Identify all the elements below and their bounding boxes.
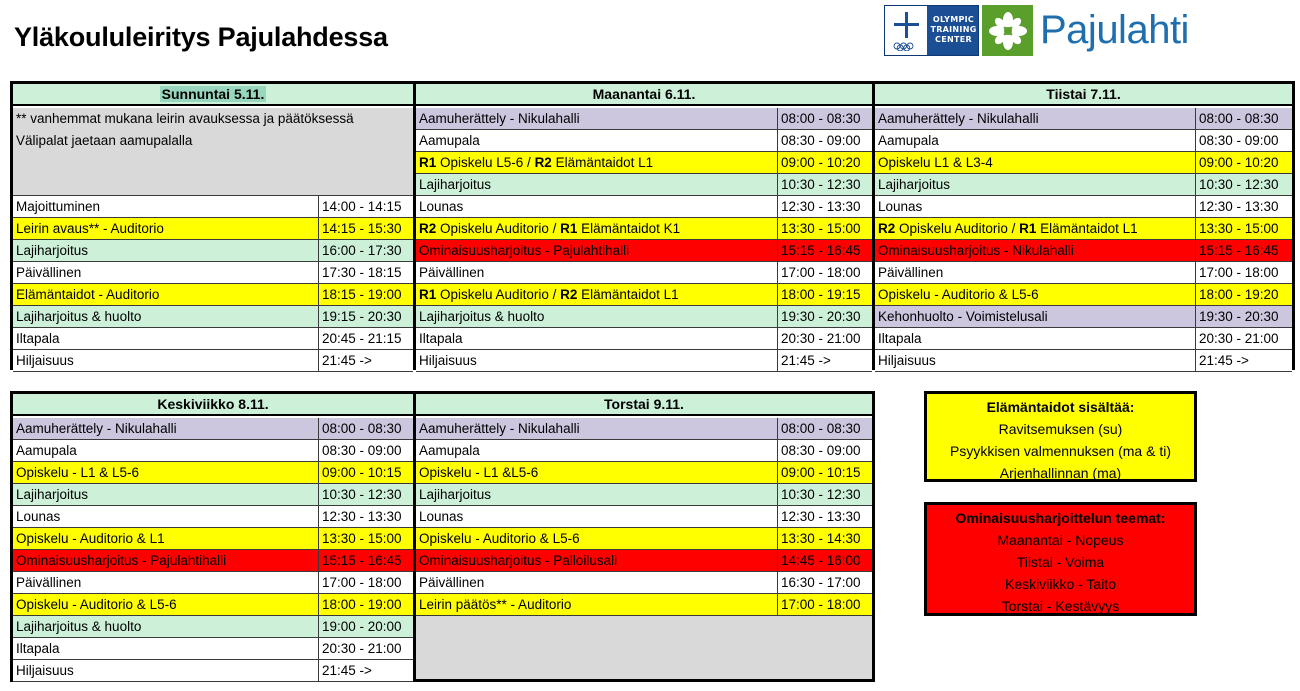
schedule-monday <box>413 81 875 370</box>
activity-cell: Lajiharjoitus <box>875 174 1196 195</box>
time-cell: 18:00 - 19:15 <box>781 287 861 302</box>
schedule-row <box>13 616 413 638</box>
info-box-item: Keskiviikko - Taito <box>1004 576 1116 592</box>
empty-area <box>416 616 872 679</box>
schedule-row <box>416 572 872 594</box>
note-text: ** vanhemmat mukana leirin avauksessa ja päätöksessä <box>16 111 354 126</box>
activity-cell: Aamupala <box>416 440 778 461</box>
schedule-row <box>875 328 1292 350</box>
training-themes-info-box <box>924 502 1197 616</box>
schedule-row <box>416 440 872 462</box>
activity-cell <box>416 152 778 173</box>
schedule-row <box>13 196 413 218</box>
time-cell: 09:00 - 10:15 <box>781 465 861 480</box>
time-cell: 17:00 - 18:00 <box>781 265 861 280</box>
activity-cell: Aamupala <box>875 130 1196 151</box>
schedule-row <box>13 306 413 328</box>
schedule-row <box>13 440 413 462</box>
activity-text: Opiskelu Auditorio / <box>436 287 561 302</box>
activity-cell: Majoittuminen <box>13 196 319 217</box>
time-cell: 14:45 - 16:00 <box>781 553 861 568</box>
time-cell: 09:00 - 10:15 <box>322 465 402 480</box>
time-cell: 09:00 - 10:20 <box>781 155 861 170</box>
time-cell: 08:00 - 08:30 <box>1199 111 1279 126</box>
group-label: R1 <box>1019 221 1037 236</box>
schedule-row <box>13 328 413 350</box>
activity-cell: Päivällinen <box>416 262 778 283</box>
activity-cell: Hiljaisuus <box>416 350 778 371</box>
time-cell: 10:30 - 12:30 <box>781 487 861 502</box>
schedule-row <box>13 528 413 550</box>
time-cell: 15:15 - 16:45 <box>1199 243 1279 258</box>
schedule-row <box>13 484 413 506</box>
time-cell: 21:45 -> <box>322 663 372 678</box>
pajulahti-logo-text: Pajulahti <box>1040 8 1189 52</box>
activity-cell: Lounas <box>875 196 1196 217</box>
activity-cell: Iltapala <box>416 328 778 349</box>
time-cell: 10:30 - 12:30 <box>322 487 402 502</box>
time-cell: 19:00 - 20:00 <box>322 619 402 634</box>
schedule-row <box>875 108 1292 130</box>
schedule-row <box>13 462 413 484</box>
time-cell: 12:30 - 13:30 <box>781 509 861 524</box>
activity-cell: Lajiharjoitus <box>13 240 319 261</box>
olympic-rings-icon <box>892 42 924 51</box>
schedule-row <box>416 550 872 572</box>
schedule-thursday <box>413 391 875 682</box>
activity-cell: Ominaisuusharjoitus - Pajulahtihalli <box>13 550 319 571</box>
schedule-row <box>13 638 413 660</box>
schedule-tuesday <box>872 81 1295 370</box>
day-header: Keskiviikko 8.11. <box>13 394 413 416</box>
time-cell: 13:30 - 15:00 <box>781 221 861 236</box>
pajulahti-flower-icon <box>982 5 1033 56</box>
activity-cell: Opiskelu - Auditorio & L5-6 <box>875 284 1196 305</box>
activity-cell: Aamupala <box>416 130 778 151</box>
schedule-row <box>875 130 1292 152</box>
time-cell: 17:00 - 18:00 <box>781 597 861 612</box>
schedule-row <box>13 660 413 682</box>
schedule-row <box>416 418 872 440</box>
activity-cell: Lajiharjoitus & huolto <box>13 306 319 327</box>
schedule-row <box>416 484 872 506</box>
time-cell: 17:00 - 18:00 <box>322 575 402 590</box>
activity-cell: Iltapala <box>13 328 319 349</box>
activity-text: Opiskelu Auditorio / <box>895 221 1020 236</box>
schedule-row <box>875 218 1292 240</box>
group-label: R2 <box>534 155 552 170</box>
page-title: Yläkoululeiritys Pajulahdessa <box>14 22 388 52</box>
time-cell: 15:15 - 16:45 <box>781 243 861 258</box>
activity-cell: Päivällinen <box>13 572 319 593</box>
activity-cell <box>416 284 778 305</box>
activity-cell: Leirin päätös** - Auditorio <box>416 594 778 615</box>
schedule-row <box>13 284 413 306</box>
activity-cell: Aamuherättely - Nikulahalli <box>875 108 1196 129</box>
schedule-row <box>416 528 872 550</box>
activity-cell: Opiskelu - Auditorio & L5-6 <box>416 528 778 549</box>
activity-text: Opiskelu Auditorio / <box>436 221 561 236</box>
schedule-sunday <box>10 81 416 370</box>
schedule-row <box>416 218 872 240</box>
activity-cell: Iltapala <box>875 328 1196 349</box>
schedule-row <box>416 108 872 130</box>
day-header: Sunnuntai 5.11. <box>13 84 413 106</box>
time-cell: 15:15 - 16:45 <box>322 553 402 568</box>
schedule-row <box>875 306 1292 328</box>
time-cell: 16:00 - 17:30 <box>322 243 402 258</box>
info-box-item: Tiistai - Voima <box>1016 554 1105 570</box>
group-label: R2 <box>419 221 437 236</box>
logo-text-line: CENTER <box>935 35 972 44</box>
info-box-title: Ominaisuusharjoittelun teemat: <box>955 510 1166 526</box>
time-cell: 08:00 - 08:30 <box>781 111 861 126</box>
time-cell: 20:30 - 21:00 <box>1199 331 1279 346</box>
activity-cell: Ominaisuusharjoitus - Pajulahtihalli <box>416 240 778 261</box>
time-cell: 13:30 - 15:00 <box>322 531 402 546</box>
time-cell: 17:30 - 18:15 <box>322 265 402 280</box>
group-label: R1 <box>560 221 578 236</box>
schedule-row <box>13 506 413 528</box>
olympic-training-center-logo <box>884 5 979 56</box>
activity-cell: Lajiharjoitus <box>13 484 319 505</box>
time-cell: 14:00 - 14:15 <box>322 199 402 214</box>
time-cell: 21:45 -> <box>1199 353 1249 368</box>
day-header: Maanantai 6.11. <box>416 84 872 106</box>
time-cell: 19:30 - 20:30 <box>781 309 861 324</box>
time-cell: 12:30 - 13:30 <box>781 199 861 214</box>
time-cell: 08:30 - 09:00 <box>781 133 861 148</box>
schedule-row <box>416 462 872 484</box>
activity-cell <box>875 218 1196 239</box>
group-label: R2 <box>560 287 578 302</box>
schedule-wednesday <box>10 391 416 682</box>
schedule-row <box>13 550 413 572</box>
day-header: Torstai 9.11. <box>416 394 872 416</box>
schedule-row <box>875 262 1292 284</box>
time-cell: 20:45 - 21:15 <box>322 331 402 346</box>
activity-text: Elämäntaidot L1 <box>577 287 679 302</box>
activity-cell: Opiskelu - Auditorio & L1 <box>13 528 319 549</box>
activity-cell: Elämäntaidot - Auditorio <box>13 284 319 305</box>
activity-cell: Päivällinen <box>875 262 1196 283</box>
schedule-row <box>875 152 1292 174</box>
life-skills-info-box <box>924 391 1197 482</box>
activity-cell: Päivällinen <box>416 572 778 593</box>
activity-cell: Opiskelu - Auditorio & L5-6 <box>13 594 319 615</box>
time-cell: 13:30 - 14:30 <box>781 531 861 546</box>
activity-cell: Lounas <box>13 506 319 527</box>
activity-cell: Lajiharjoitus <box>416 174 778 195</box>
notes-cell <box>13 108 413 196</box>
activity-cell: Lounas <box>416 196 778 217</box>
time-cell: 17:00 - 18:00 <box>1199 265 1279 280</box>
activity-cell: Aamupala <box>13 440 319 461</box>
schedule-row <box>13 262 413 284</box>
schedule-row <box>875 350 1292 372</box>
time-cell: 08:30 - 09:00 <box>322 443 402 458</box>
activity-cell: Aamuherättely - Nikulahalli <box>416 418 778 439</box>
group-label: R2 <box>878 221 896 236</box>
activity-cell: Opiskelu L1 & L3-4 <box>875 152 1196 173</box>
schedule-row <box>416 328 872 350</box>
activity-cell: Lajiharjoitus & huolto <box>13 616 319 637</box>
time-cell: 13:30 - 15:00 <box>1199 221 1279 236</box>
schedule-row <box>13 594 413 616</box>
activity-cell: Opiskelu - L1 & L5-6 <box>13 462 319 483</box>
schedule-row <box>416 284 872 306</box>
olympic-cross-icon <box>885 6 929 55</box>
time-cell: 12:30 - 13:30 <box>1199 199 1279 214</box>
schedule-row <box>416 506 872 528</box>
activity-cell: Hiljaisuus <box>875 350 1196 371</box>
schedule-row <box>875 284 1292 306</box>
time-cell: 12:30 - 13:30 <box>322 509 402 524</box>
info-box-item: Psyykkisen valmennuksen (ma & ti) <box>950 443 1171 459</box>
activity-cell: Opiskelu - L1 &L5-6 <box>416 462 778 483</box>
time-cell: 21:45 -> <box>781 353 831 368</box>
logo-text-line: TRAINING <box>930 25 977 34</box>
schedule-row <box>13 240 413 262</box>
schedule-row <box>416 350 872 372</box>
logo-text-line: OLYMPIC <box>932 15 975 24</box>
schedule-row <box>875 240 1292 262</box>
schedule-row <box>416 174 872 196</box>
schedule-row <box>875 196 1292 218</box>
activity-cell: Päivällinen <box>13 262 319 283</box>
group-label: R1 <box>419 155 437 170</box>
note-text: Välipalat jaetaan aamupalalla <box>16 133 193 148</box>
time-cell: 18:00 - 19:00 <box>322 597 402 612</box>
time-cell: 08:00 - 08:30 <box>322 421 402 436</box>
time-cell: 18:15 - 19:00 <box>322 287 402 302</box>
schedule-row <box>416 262 872 284</box>
activity-cell: Lajiharjoitus <box>416 484 778 505</box>
time-cell: 19:30 - 20:30 <box>1199 309 1279 324</box>
activity-cell: Lounas <box>416 506 778 527</box>
activity-text: Opiskelu L5-6 / <box>436 155 535 170</box>
time-cell: 10:30 - 12:30 <box>1199 177 1279 192</box>
activity-cell: Leirin avaus** - Auditorio <box>13 218 319 239</box>
time-cell: 14:15 - 15:30 <box>322 221 402 236</box>
time-cell: 08:00 - 08:30 <box>781 421 861 436</box>
time-cell: 09:00 - 10:20 <box>1199 155 1279 170</box>
time-cell: 08:30 - 09:00 <box>1199 133 1279 148</box>
activity-cell: Lajiharjoitus & huolto <box>416 306 778 327</box>
schedule-row <box>416 240 872 262</box>
activity-cell: Iltapala <box>13 638 319 659</box>
info-box-item: Ravitsemuksen (su) <box>998 421 1123 437</box>
schedule-row <box>416 130 872 152</box>
activity-cell: Ominaisuusharjoitus - Nikulahalli <box>875 240 1196 261</box>
info-box-title: Elämäntaidot sisältää: <box>986 399 1135 415</box>
time-cell: 08:30 - 09:00 <box>781 443 861 458</box>
time-cell: 20:30 - 21:00 <box>781 331 861 346</box>
info-box-item: Maanantai - Nopeus <box>997 532 1124 548</box>
schedule-row <box>416 196 872 218</box>
schedule-row <box>416 306 872 328</box>
activity-cell: Ominaisuusharjoitus - Palloilusali <box>416 550 778 571</box>
activity-cell: Aamuherättely - Nikulahalli <box>416 108 778 129</box>
activity-text: Elämäntaidot L1 <box>551 155 654 170</box>
activity-text: Elämäntaidot L1 <box>1036 221 1138 236</box>
schedule-row <box>13 218 413 240</box>
schedule-row <box>13 350 413 372</box>
day-header: Tiistai 7.11. <box>875 84 1292 106</box>
activity-cell: Kehonhuolto - Voimistelusali <box>875 306 1196 327</box>
activity-cell: Hiljaisuus <box>13 660 319 681</box>
activity-cell: Aamuherättely - Nikulahalli <box>13 418 319 439</box>
info-box-item: Arjenhallinnan (ma) <box>999 465 1122 481</box>
schedule-row <box>13 418 413 440</box>
time-cell: 18:00 - 19:20 <box>1199 287 1279 302</box>
activity-cell <box>416 218 778 239</box>
schedule-row <box>416 594 872 616</box>
info-box-item: Torstai - Kestävyys <box>1001 598 1120 614</box>
activity-text: Elämäntaidot K1 <box>577 221 681 236</box>
activity-cell: Hiljaisuus <box>13 350 319 371</box>
schedule-row <box>13 572 413 594</box>
time-cell: 20:30 - 21:00 <box>322 641 402 656</box>
time-cell: 19:15 - 20:30 <box>322 309 402 324</box>
time-cell: 21:45 -> <box>322 353 372 368</box>
group-label: R1 <box>419 287 437 302</box>
schedule-row <box>416 152 872 174</box>
time-cell: 10:30 - 12:30 <box>781 177 861 192</box>
schedule-row <box>875 174 1292 196</box>
time-cell: 16:30 - 17:00 <box>781 575 861 590</box>
